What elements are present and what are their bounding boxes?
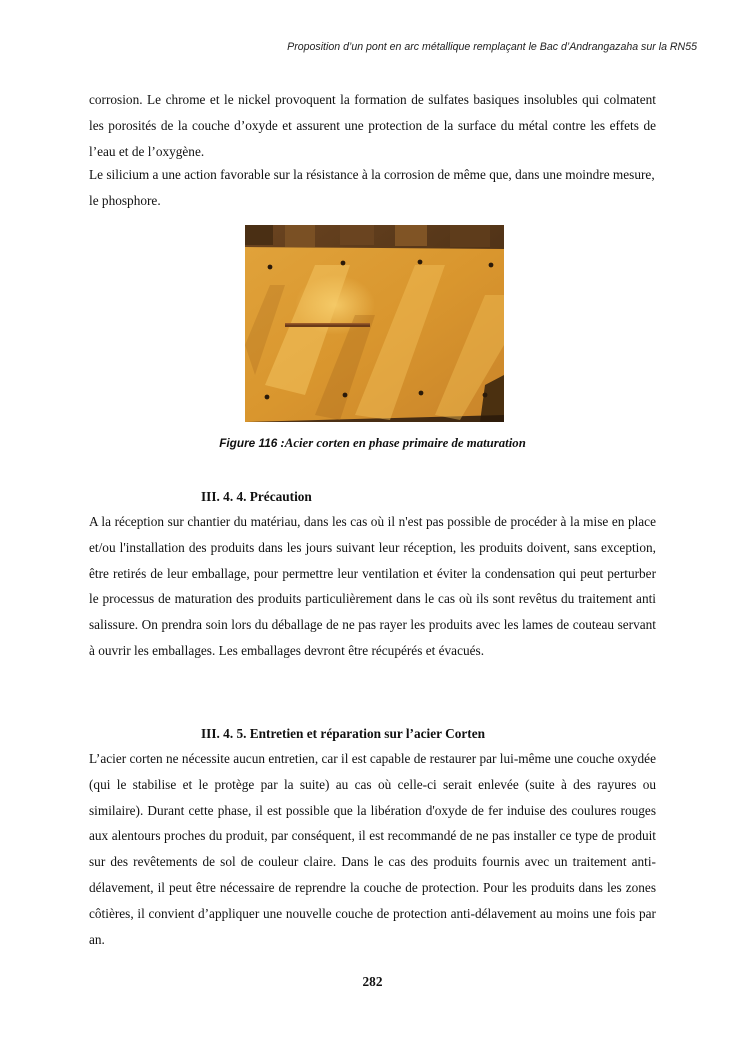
paragraph-corrosion: corrosion. Le chrome et le nickel provoquent la formation de sulfates basiques insolubles qui colmatent les porosités de la couche d’oxyde et assurent une protection de la surface du métal contre les effets de l’eau et de l’oxygène. xyxy=(89,92,656,159)
section-heading-entretien: III. 4. 5. Entretien et réparation sur l’acier Corten xyxy=(201,726,485,741)
running-header: Proposition d’un pont en arc métallique remplaçant le Bac d’Andrangazaha sur la RN55 xyxy=(287,41,697,53)
figure-caption xyxy=(0,436,745,451)
figure-caption-text: :Acier corten en phase primaire de maturation xyxy=(277,436,526,450)
paragraph-precaution: A la réception sur chantier du matériau, dans les cas où il n'est pas possible de procéder à la mise en place et/ou l'installation des produits dans les jours suivant leur réception, les produits doivent, sans exception, être retirés de leur emballage, pour permettre leur ventilation et éviter la condensation qui peut perturber le processus de maturation des produits particulièrement dans le cas où ils sont revêtus du traitement anti salissure. On prendra soin lors du déballage de ne pas rayer les produits avec les lames de couteau servant à ouvrir les emballages. Les emballages devront être récupérés et évacués. xyxy=(89,514,656,658)
figure-number: Figure 116 xyxy=(219,436,278,450)
paragraph-entretien: L’acier corten ne nécessite aucun entretien, car il est capable de restaurer par lui-même une couche oxydée (qui le stabilise et le protège par la suite) au cas où celle-ci serait enlevée (suite à des rayures ou similaire). Durant cette phase, il est possible que la libération d'oxyde de fer induise des coulures rouges aux alentours proches du produit, par conséquent, il est recommandé de ne pas installer ce type de produit sur des revêtements de sol de couleur claire. Dans le cas des produits fournis avec un traitement anti-délavement, il peut être nécessaire de reprendre la couche de protection. Pour les produits dans les zones côtières, il convient d’appliquer une nouvelle couche de protection anti-délavement au moins une fois par an. xyxy=(89,751,656,947)
paragraph-silicium: Le silicium a une action favorable sur la résistance à la corrosion de même que, dans une moindre mesure, le phosphore. xyxy=(89,167,655,208)
corten-steel-photo xyxy=(245,225,504,422)
page-number: 282 xyxy=(362,974,383,989)
section-heading-precaution: III. 4. 4. Précaution xyxy=(201,489,312,504)
